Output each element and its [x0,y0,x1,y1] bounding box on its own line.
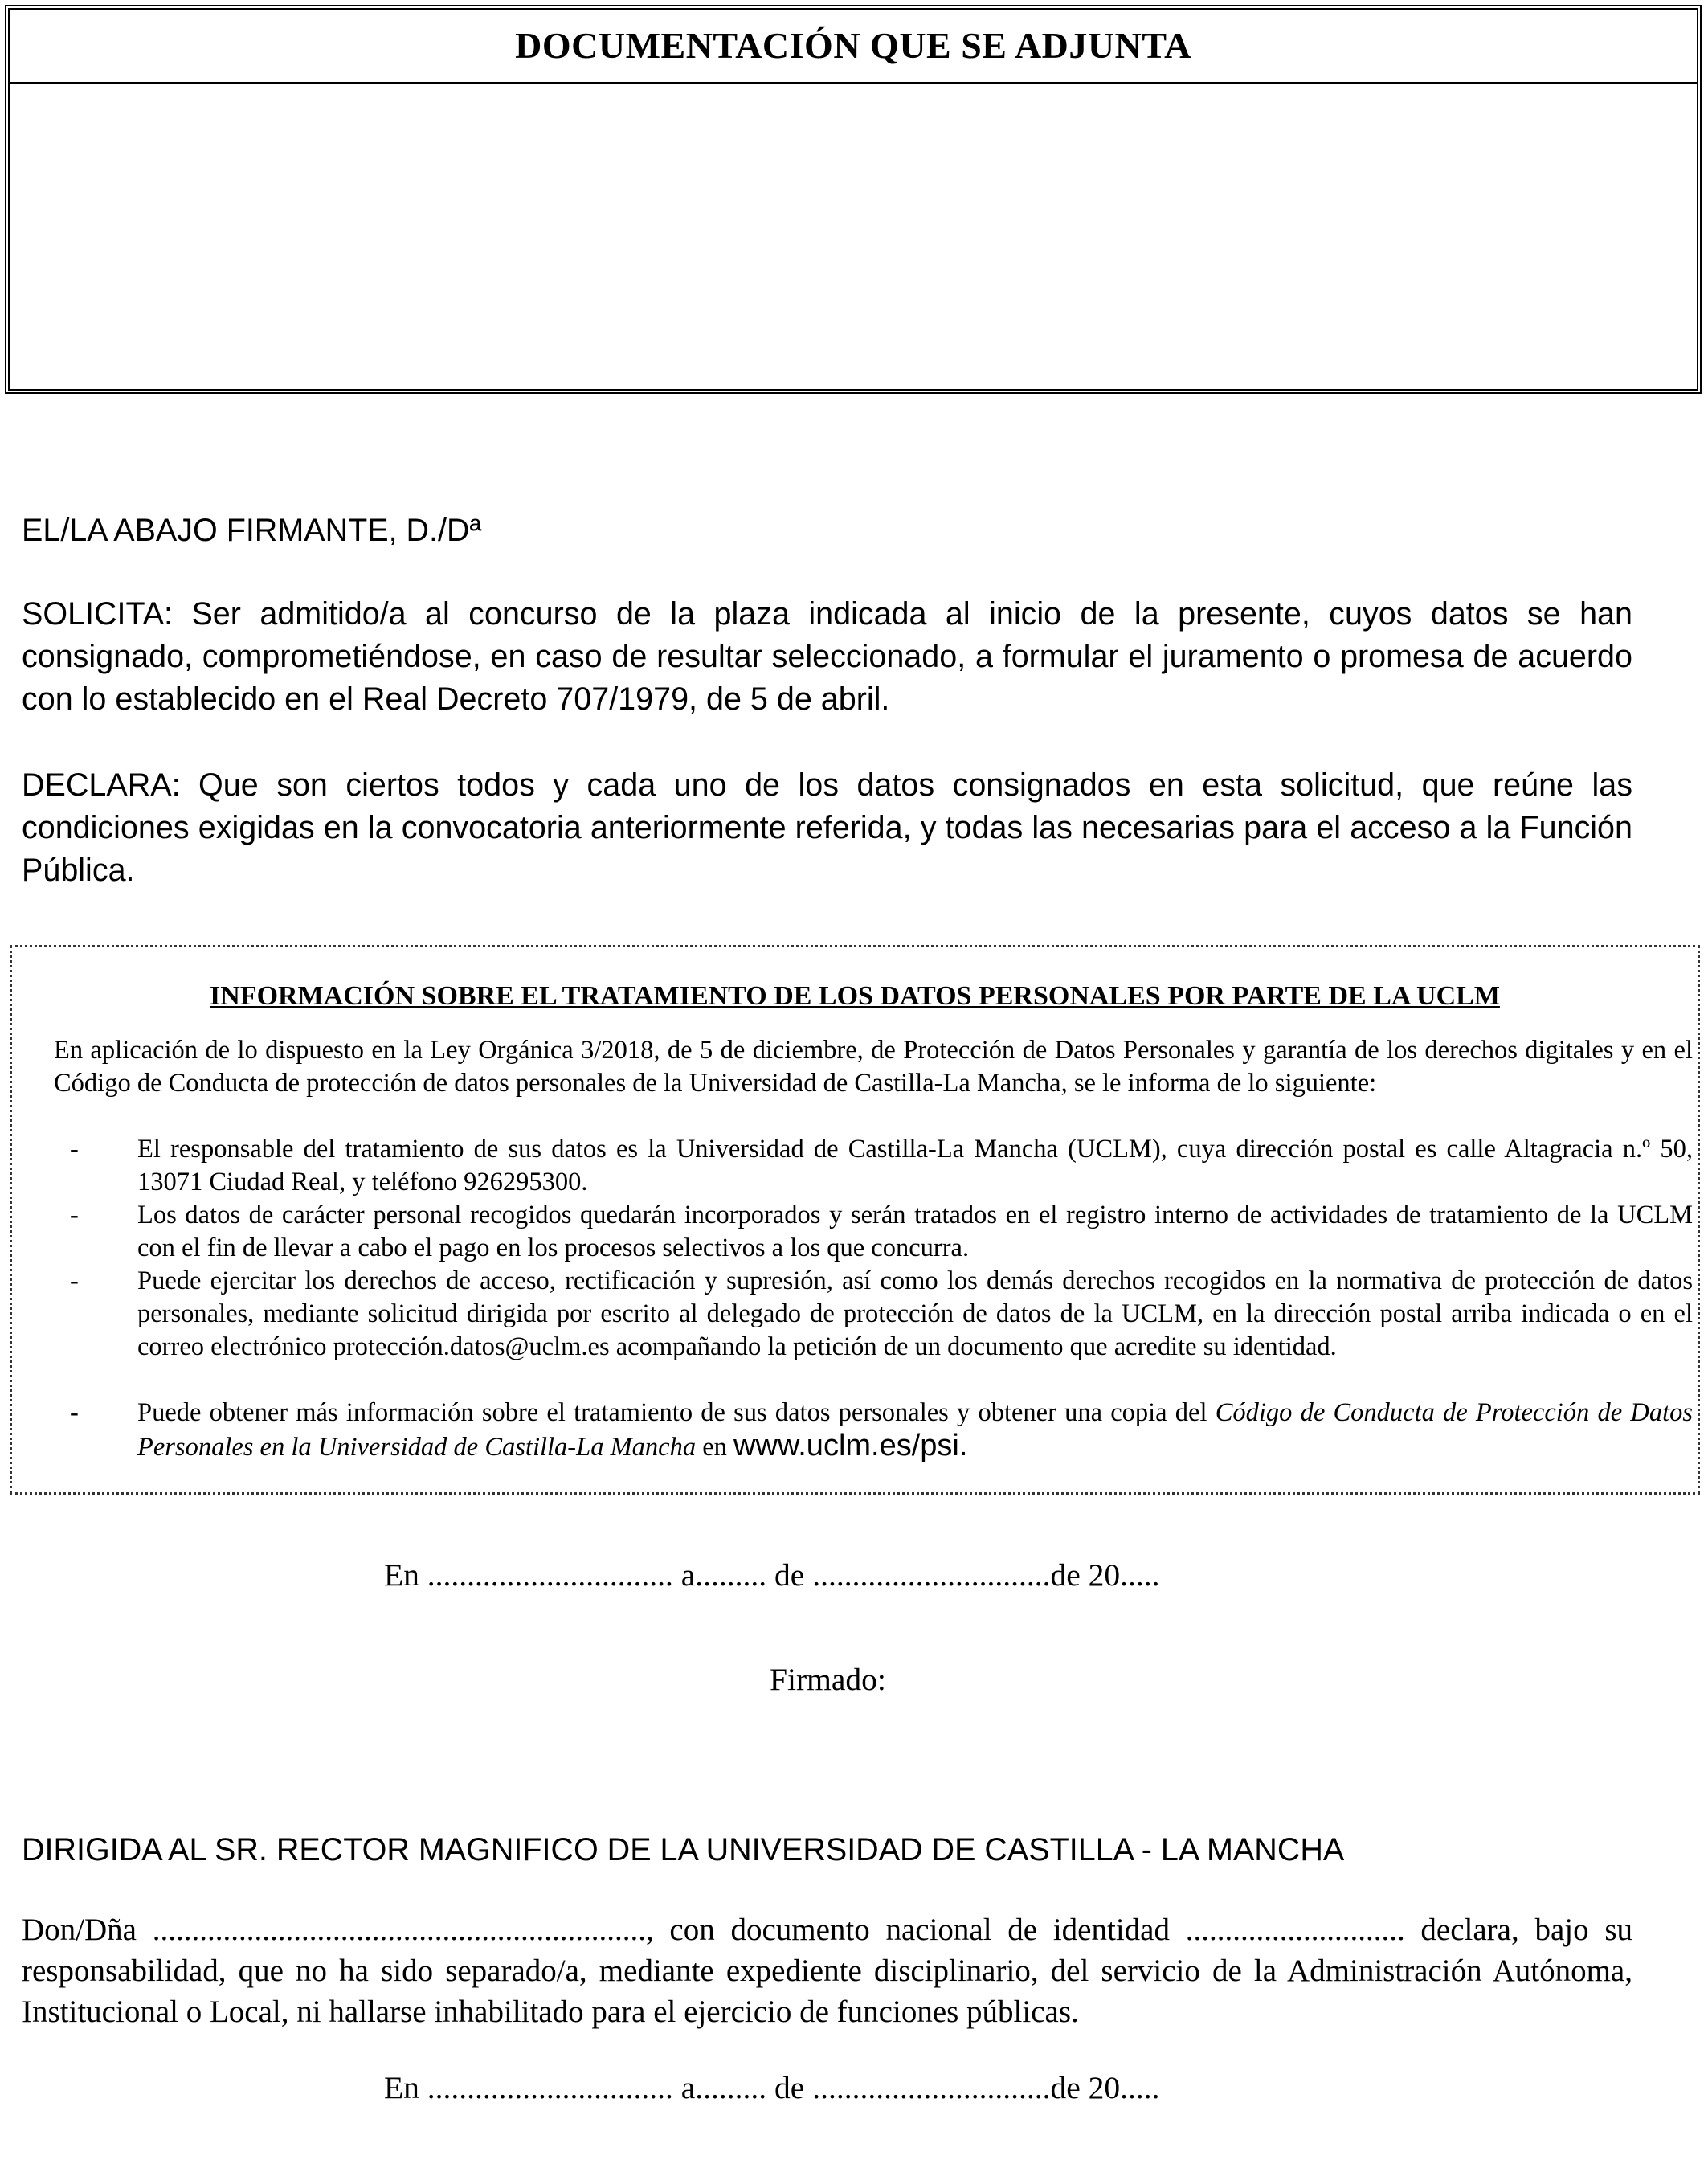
code-of-conduct-title: Código de Conducta de Protección de Datos Personales en la Universidad de Castilla-La Mancha [137,1398,1694,1462]
item-4-en: en [702,1433,727,1462]
data-protection-item-4-text [137,1397,1693,1464]
item-4-prefix: Puede obtener más información sobre el tratamiento de sus datos personales y obtener una copia del [137,1398,1207,1427]
place-date-line-1: En ............................... a......... de ..............................de 20..... [384,1557,1160,1593]
attached-documentation-title: DOCUMENTACIÓN QUE SE ADJUNTA [10,10,1697,84]
data-protection-item-2 [54,1199,1693,1265]
declara-paragraph: DECLARA: Que son ciertos todos y cada uno de los datos consignados en esta solicitud, que reúne las condiciones exigidas en la convocatoria anteriormente referida, y todas las necesarias para el acceso a la Función Pública. [22,767,1632,888]
bullet-dash: - [70,1201,79,1229]
addressed-to: DIRIGIDA AL SR. RECTOR MAGNIFICO DE LA UNIVERSIDAD DE CASTILLA - LA MANCHA [22,1832,1345,1867]
data-protection-item-3-text: Puede ejercitar los derechos de acceso, rectificación y supresión, así como los demás derechos recogidos en la normativa de protección de datos personales, mediante solicitud dirigida por escrito al delegado de protección de datos de la UCLM, en la dirección postal arriba indicada o en el correo electrónico protección.datos@uclm.es acompañando la petición de un documento que acredite su identidad. [137,1266,1693,1361]
data-protection-item-3 [54,1265,1693,1364]
data-protection-intro: En aplicación de lo dispuesto en la Ley Orgánica 3/2018, de 5 de diciembre, de Protección de Datos Personales y garantía de los derechos digitales y en el Código de Conducta de protección de datos personales de la Universidad de Castilla-La Mancha, se le informa de lo siguiente: [54,1036,1693,1098]
sworn-statement: Don/Dña ..............................................................., con documento nacional de identidad ............................ declara, bajo su responsabilidad, que no ha sido separado/a, mediante expediente disciplinario, del servicio de la Administración Autónoma, Institucional o Local, ni hallarse inhabilitado para el ejercicio de funciones públicas. [22,1912,1632,2029]
attached-documentation-box [5,5,1702,394]
data-protection-box [10,945,1700,1495]
data-protection-item-1 [54,1133,1693,1199]
place-date-line-2: En ............................... a......... de ..............................de 20..... [384,2070,1160,2105]
signed-label: Firmado: [770,1662,886,1697]
solicita-paragraph: SOLICITA: Ser admitido/a al concurso de la plaza indicada al inicio de la presente, cuyos datos se han consignado, comprometiéndose, en caso de resultar seleccionado, a formular el juramento o promesa de acuerdo con lo establecido en el Real Decreto 707/1979, de 5 de abril. [22,596,1632,717]
bullet-dash: - [70,1135,79,1164]
declarant-label: EL/LA ABAJO FIRMANTE, D./Dª [22,513,482,548]
data-protection-title: INFORMACIÓN SOBRE EL TRATAMIENTO DE LOS DATOS PERSONALES POR PARTE DE LA UCLM [210,981,1500,1011]
bullet-dash: - [70,1266,79,1295]
data-protection-item-1-text: El responsable del tratamiento de sus datos es la Universidad de Castilla-La Mancha (UCLM), cuya dirección postal es calle Altagracia n.º 50, 13071 Ciudad Real, y teléfono 926295300. [137,1135,1693,1197]
data-protection-item-2-text: Los datos de carácter personal recogidos quedarán incorporados y serán tratados en el registro interno de actividades de tratamiento de la UCLM con el fin de llevar a cabo el pago en los procesos selectivos a los que concurra. [137,1201,1693,1262]
data-protection-item-4 [54,1397,1693,1464]
psi-website-link[interactable]: www.uclm.es/psi. [733,1429,968,1462]
bullet-dash: - [70,1398,79,1427]
